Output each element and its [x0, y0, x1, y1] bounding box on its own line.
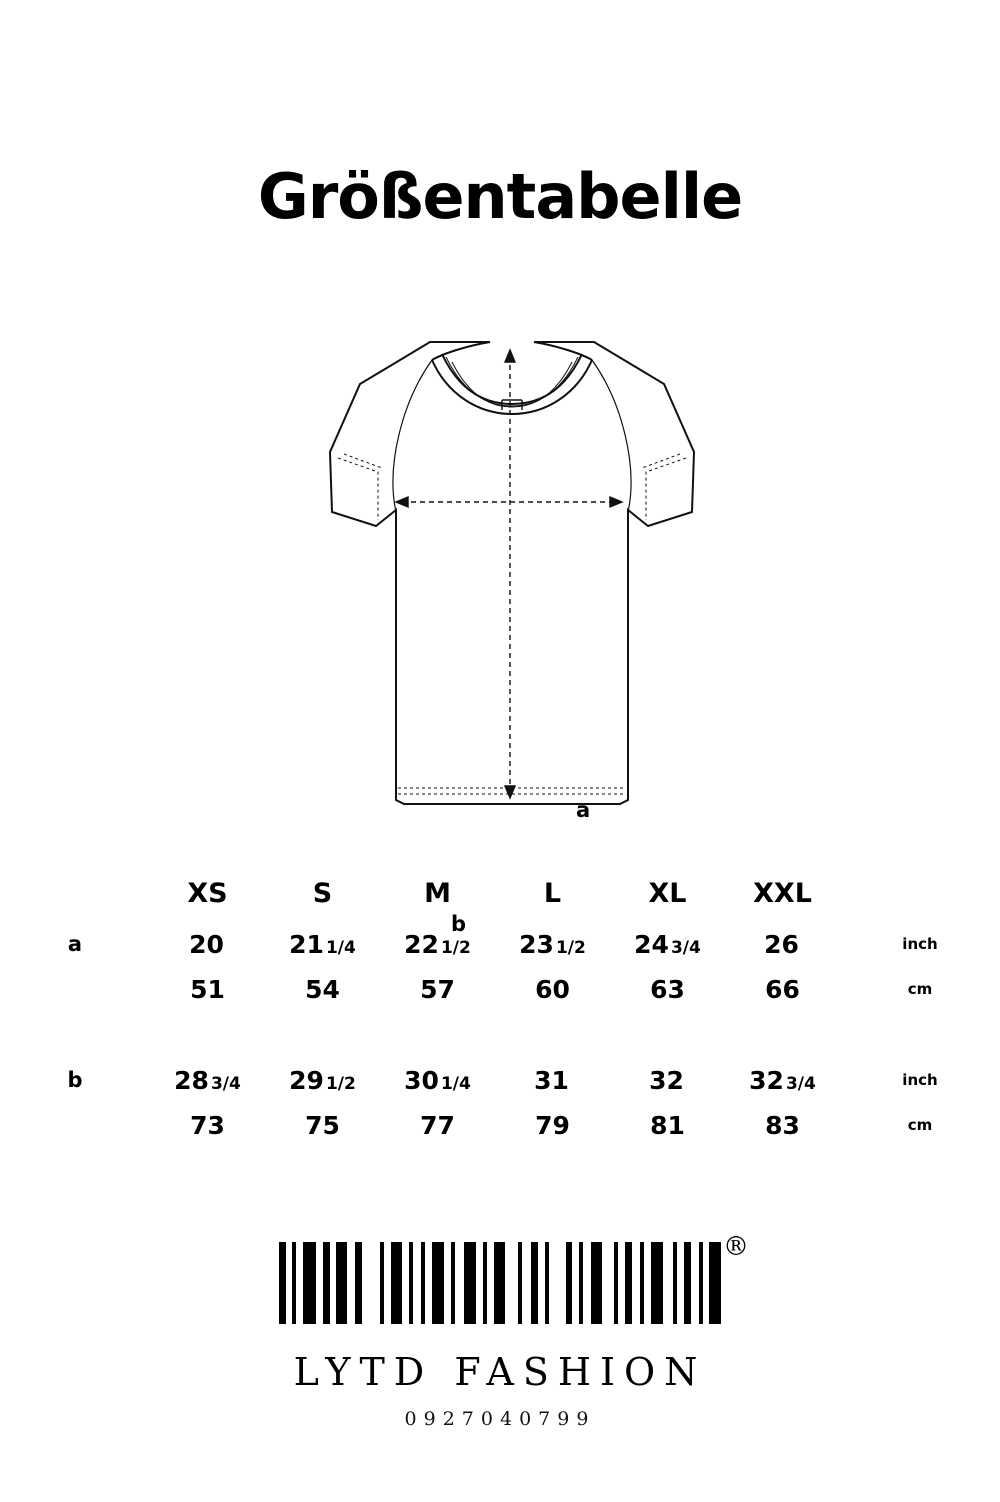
brand-block — [0, 1232, 1000, 1430]
brand-name: LYTD FASHION — [293, 1350, 707, 1394]
dimension-label-a: a — [576, 798, 591, 822]
size-header-l: L — [543, 877, 562, 909]
tshirt-illustration — [180, 330, 820, 830]
cell-a-inch-xxl: 26 — [764, 929, 799, 959]
cell-b-inch-s: 29 1/2 — [289, 1065, 356, 1095]
row-label-a-cm — [0, 967, 150, 1011]
cell-b-inch-xxl: 32 3/4 — [749, 1065, 816, 1095]
cell-b-cm-s: 75 — [305, 1110, 340, 1140]
cell-b-cm-l: 79 — [535, 1110, 570, 1140]
brand-number: 0927040799 — [404, 1408, 596, 1430]
size-header-xs: XS — [187, 877, 228, 909]
unit-label-inch-a: inch — [902, 935, 938, 953]
unit-label-cm-b: cm — [907, 1116, 933, 1134]
cell-a-cm-xs: 51 — [190, 974, 225, 1004]
cell-b-cm-xl: 81 — [650, 1110, 685, 1140]
header-corner — [0, 865, 150, 921]
barcode-image — [279, 1232, 749, 1324]
table-header-row — [0, 865, 1000, 921]
unit-label-cm-a: cm — [907, 980, 933, 998]
cell-b-inch-xs: 28 3/4 — [174, 1065, 241, 1095]
row-label-a: a — [67, 932, 83, 956]
cell-b-cm-m: 77 — [420, 1110, 455, 1140]
cell-a-inch-xl: 24 3/4 — [634, 929, 701, 959]
size-header-s: S — [312, 877, 333, 909]
cell-a-cm-xl: 63 — [650, 974, 685, 1004]
size-header-xxl: XXL — [753, 877, 812, 909]
cell-b-inch-xl: 32 — [649, 1065, 684, 1095]
cell-a-inch-s: 21 1/4 — [289, 929, 356, 959]
cell-b-inch-l: 31 — [534, 1065, 569, 1095]
cell-a-inch-l: 23 1/2 — [519, 929, 586, 959]
cell-a-inch-xs: 20 — [189, 929, 224, 959]
page-title: Größentabelle — [257, 160, 743, 233]
size-header-xl: XL — [648, 877, 687, 909]
cell-a-cm-s: 54 — [305, 974, 340, 1004]
cell-b-cm-xxl: 83 — [765, 1110, 800, 1140]
table-row-spacer — [0, 1011, 1000, 1057]
size-header-m: M — [424, 877, 451, 909]
cell-a-cm-m: 57 — [420, 974, 455, 1004]
table-row — [0, 921, 1000, 967]
cell-b-cm-xs: 73 — [190, 1110, 225, 1140]
cell-a-cm-l: 60 — [535, 974, 570, 1004]
header-unit — [840, 865, 1000, 921]
dimension-label-b: b — [451, 912, 467, 936]
cell-a-inch-m: 22 1/2 — [404, 929, 471, 959]
table-row — [0, 1103, 1000, 1147]
cell-b-inch-m: 30 1/4 — [404, 1065, 471, 1095]
registered-mark: ® — [723, 1232, 749, 1262]
table-row — [0, 1057, 1000, 1103]
table-row — [0, 967, 1000, 1011]
row-label-b-cm — [0, 1103, 150, 1147]
size-table — [0, 865, 1000, 1147]
row-label-b: b — [67, 1068, 83, 1092]
unit-label-inch-b: inch — [902, 1071, 938, 1089]
size-table-grid — [0, 865, 1000, 1147]
cell-a-cm-xxl: 66 — [765, 974, 800, 1004]
